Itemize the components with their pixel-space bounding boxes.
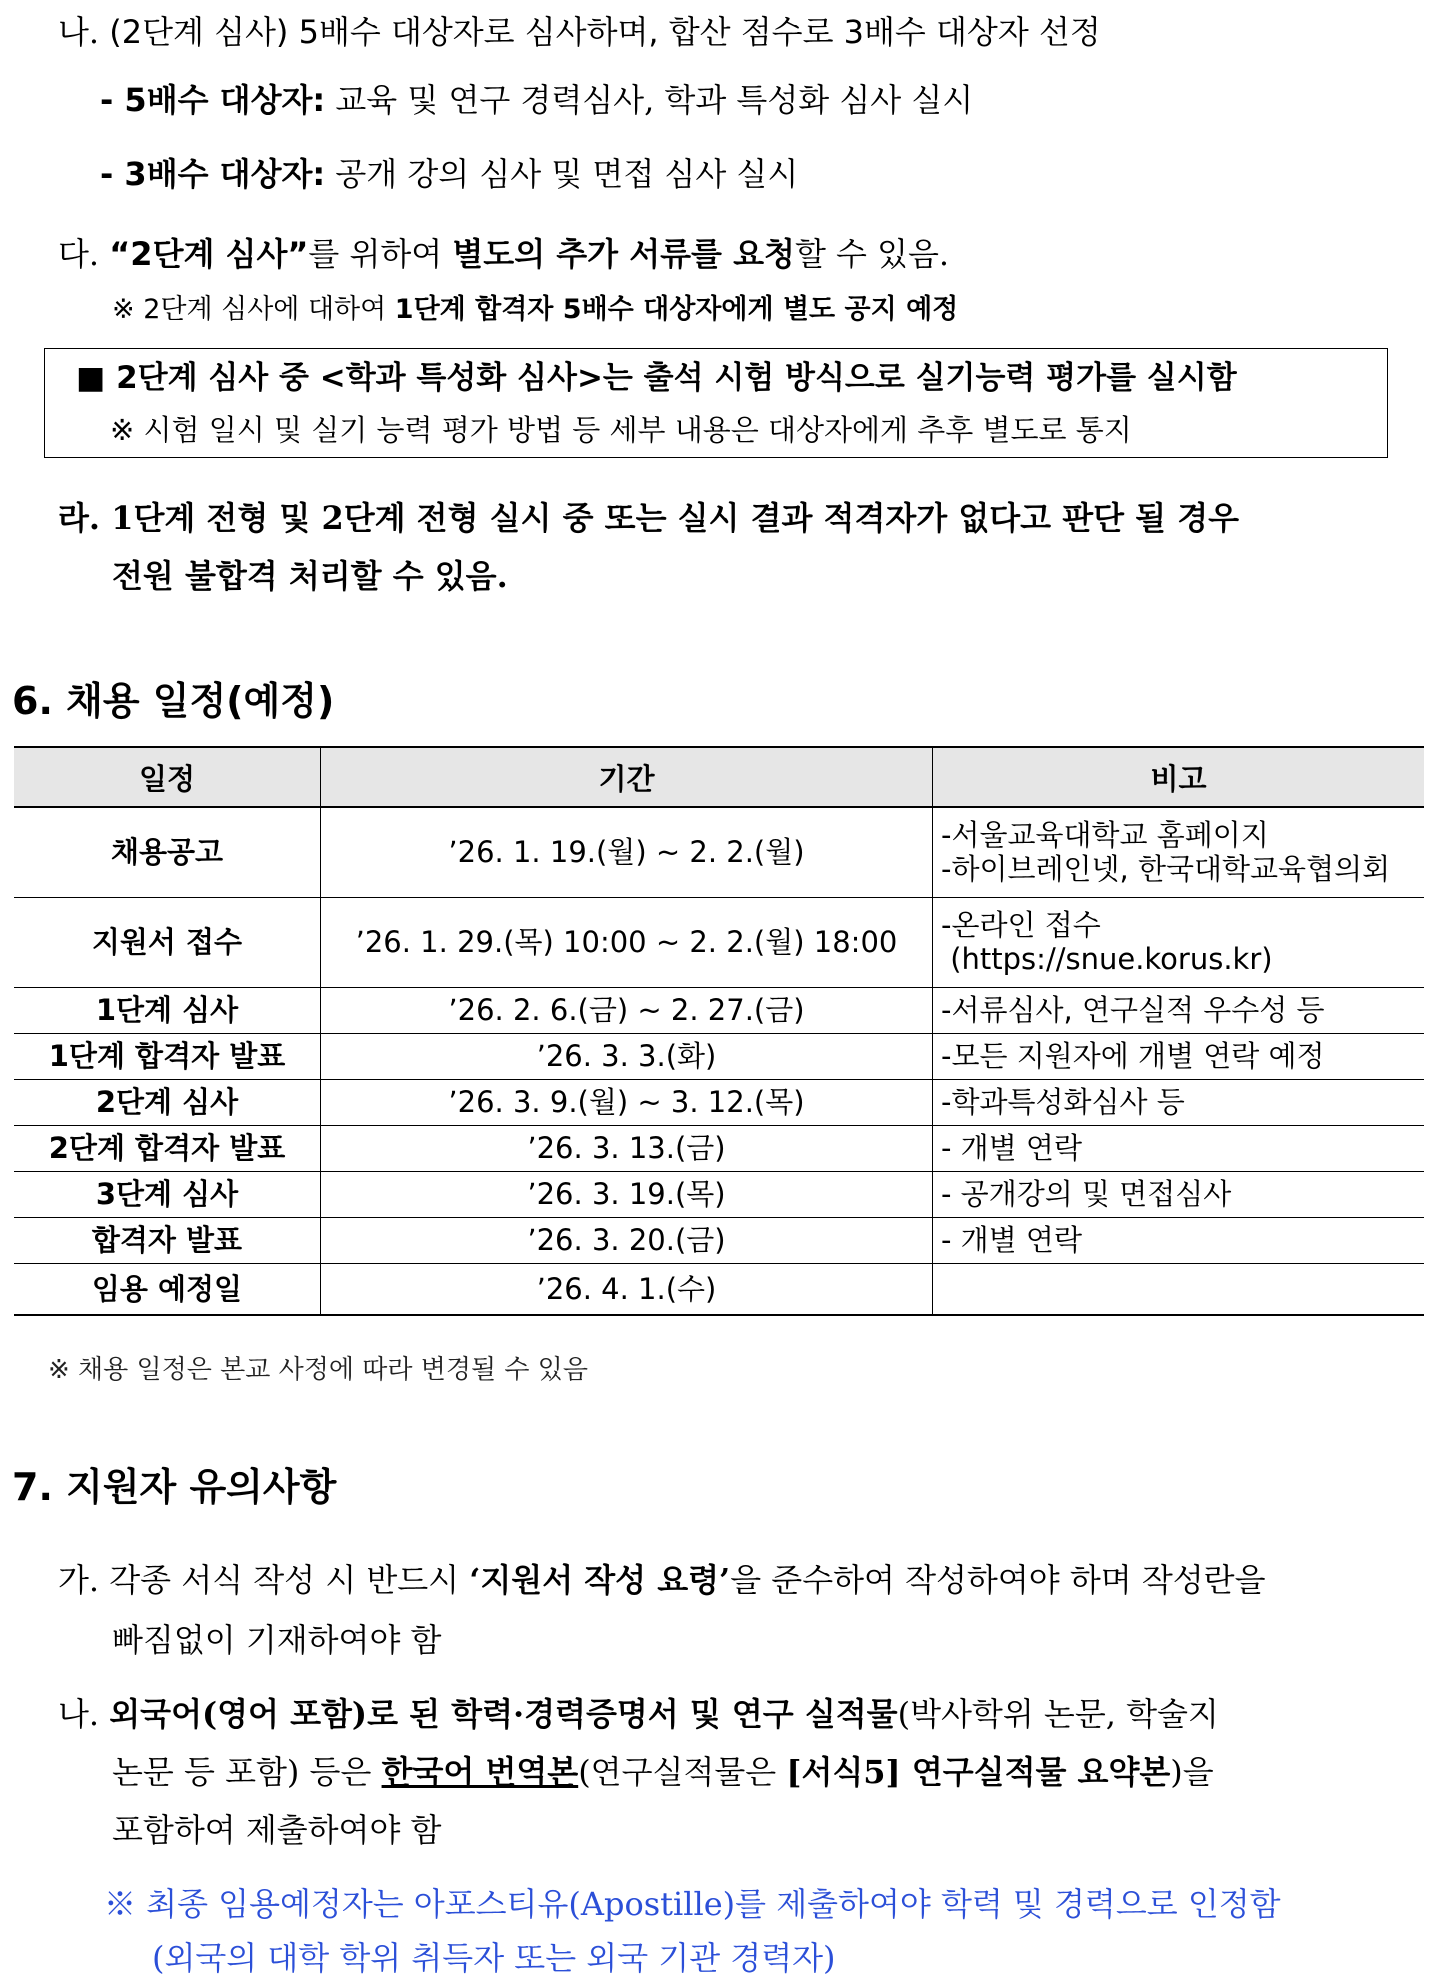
row-name: 3단계 심사	[14, 1171, 321, 1217]
row-period: ’26. 3. 19.(목)	[321, 1171, 933, 1217]
row-period: ’26. 3. 13.(금)	[321, 1125, 933, 1171]
col-header-schedule: 일정	[14, 747, 321, 807]
para-ga-line1: 가. 각종 서식 작성 시 반드시 ‘지원서 작성 요령’을 준수하여 작성하여야 하며 작성란을	[58, 1561, 1266, 1599]
row-name: 2단계 합격자 발표	[14, 1125, 321, 1171]
schedule-table	[14, 746, 1424, 1316]
row-name: 1단계 합격자 발표	[14, 1033, 321, 1079]
para-ga-line2: 빠짐없이 기재하여야 함	[112, 1621, 442, 1659]
para-da: 다. “2단계 심사”를 위하여 별도의 추가 서류를 요청할 수 있음.	[58, 235, 950, 273]
row-period: ’26. 1. 19.(월) ~ 2. 2.(월)	[321, 807, 933, 897]
dash-3x: - 3배수 대상자: 공개 강의 심사 및 면접 심사 실시	[100, 155, 799, 193]
table-row	[14, 1079, 1424, 1125]
col-header-remarks: 비고	[933, 747, 1425, 807]
row-note: -온라인 접수 (https://snue.korus.kr)	[933, 897, 1425, 987]
da-note: ※ 2단계 심사에 대하여 1단계 합격자 5배수 대상자에게 별도 공지 예정	[112, 294, 959, 325]
row-note: - 개별 연락	[933, 1125, 1425, 1171]
row-note: - 개별 연락	[933, 1217, 1425, 1263]
row-name: 지원서 접수	[14, 897, 321, 987]
schedule-footnote: ※ 채용 일정은 본교 사정에 따라 변경될 수 있음	[48, 1355, 588, 1385]
row-period: ’26. 3. 9.(월) ~ 3. 12.(목)	[321, 1079, 933, 1125]
table-row	[14, 807, 1424, 897]
col-header-period: 기간	[321, 747, 933, 807]
para-na2-line1: 나. 외국어(영어 포함)로 된 학력·경력증명서 및 연구 실적물(박사학위 논문, 학술지	[58, 1695, 1219, 1733]
row-note: -학과특성화심사 등	[933, 1079, 1425, 1125]
row-name: 1단계 심사	[14, 987, 321, 1033]
row-name: 채용공고	[14, 807, 321, 897]
table-row	[14, 987, 1424, 1033]
para-na2-line2: 논문 등 포함) 등은 한국어 번역본(연구실적물은 [서식5] 연구실적물 요약본)을	[112, 1753, 1214, 1791]
table-row	[14, 1263, 1424, 1315]
row-note: -모든 지원자에 개별 연락 예정	[933, 1033, 1425, 1079]
table-row	[14, 1217, 1424, 1263]
notice-line-2: ※ 시험 일시 및 실기 능력 평가 방법 등 세부 내용은 대상자에게 추후 별도로 통지	[110, 413, 1132, 447]
table-header-row	[14, 747, 1424, 807]
row-note: -서류심사, 연구실적 우수성 등	[933, 987, 1425, 1033]
apostille-note-line1: ※ 최종 임용예정자는 아포스티유(Apostille)를 제출하여야 학력 및 경력으로 인정함	[104, 1885, 1281, 1923]
para-na2-line3: 포함하여 제출하여야 함	[112, 1811, 442, 1849]
row-note	[933, 1263, 1425, 1315]
table-row	[14, 1125, 1424, 1171]
row-period: ’26. 2. 6.(금) ~ 2. 27.(금)	[321, 987, 933, 1033]
dash-5x: - 5배수 대상자: 교육 및 연구 경력심사, 학과 특성화 심사 실시	[100, 81, 974, 119]
table-row	[14, 1033, 1424, 1079]
para-na: 나. (2단계 심사) 5배수 대상자로 심사하며, 합산 점수로 3배수 대상자 선정	[58, 13, 1101, 51]
row-period: ’26. 3. 3.(화)	[321, 1033, 933, 1079]
row-name: 임용 예정일	[14, 1263, 321, 1315]
row-name: 2단계 심사	[14, 1079, 321, 1125]
row-name: 합격자 발표	[14, 1217, 321, 1263]
notice-line-1: ■ 2단계 심사 중 <학과 특성화 심사>는 출석 시험 방식으로 실기능력 평가를 실시함	[76, 360, 1237, 396]
apostille-note-line2: (외국의 대학 학위 취득자 또는 외국 기관 경력자)	[152, 1939, 836, 1977]
section-7-title: 7. 지원자 유의사항	[12, 1465, 337, 1509]
para-ra-line2: 전원 불합격 처리할 수 있음.	[112, 557, 508, 595]
row-note: - 공개강의 및 면접심사	[933, 1171, 1425, 1217]
row-period: ’26. 1. 29.(목) 10:00 ~ 2. 2.(월) 18:00	[321, 897, 933, 987]
section-6-title: 6. 채용 일정(예정)	[12, 679, 335, 723]
row-note: -서울교육대학교 홈페이지 -하이브레인넷, 한국대학교육협의회	[933, 807, 1425, 897]
table-row	[14, 1171, 1424, 1217]
table-row	[14, 897, 1424, 987]
row-period: ’26. 4. 1.(수)	[321, 1263, 933, 1315]
row-period: ’26. 3. 20.(금)	[321, 1217, 933, 1263]
para-ra-line1: 라. 1단계 전형 및 2단계 전형 실시 중 또는 실시 결과 적격자가 없다고 판단 될 경우	[58, 499, 1240, 537]
